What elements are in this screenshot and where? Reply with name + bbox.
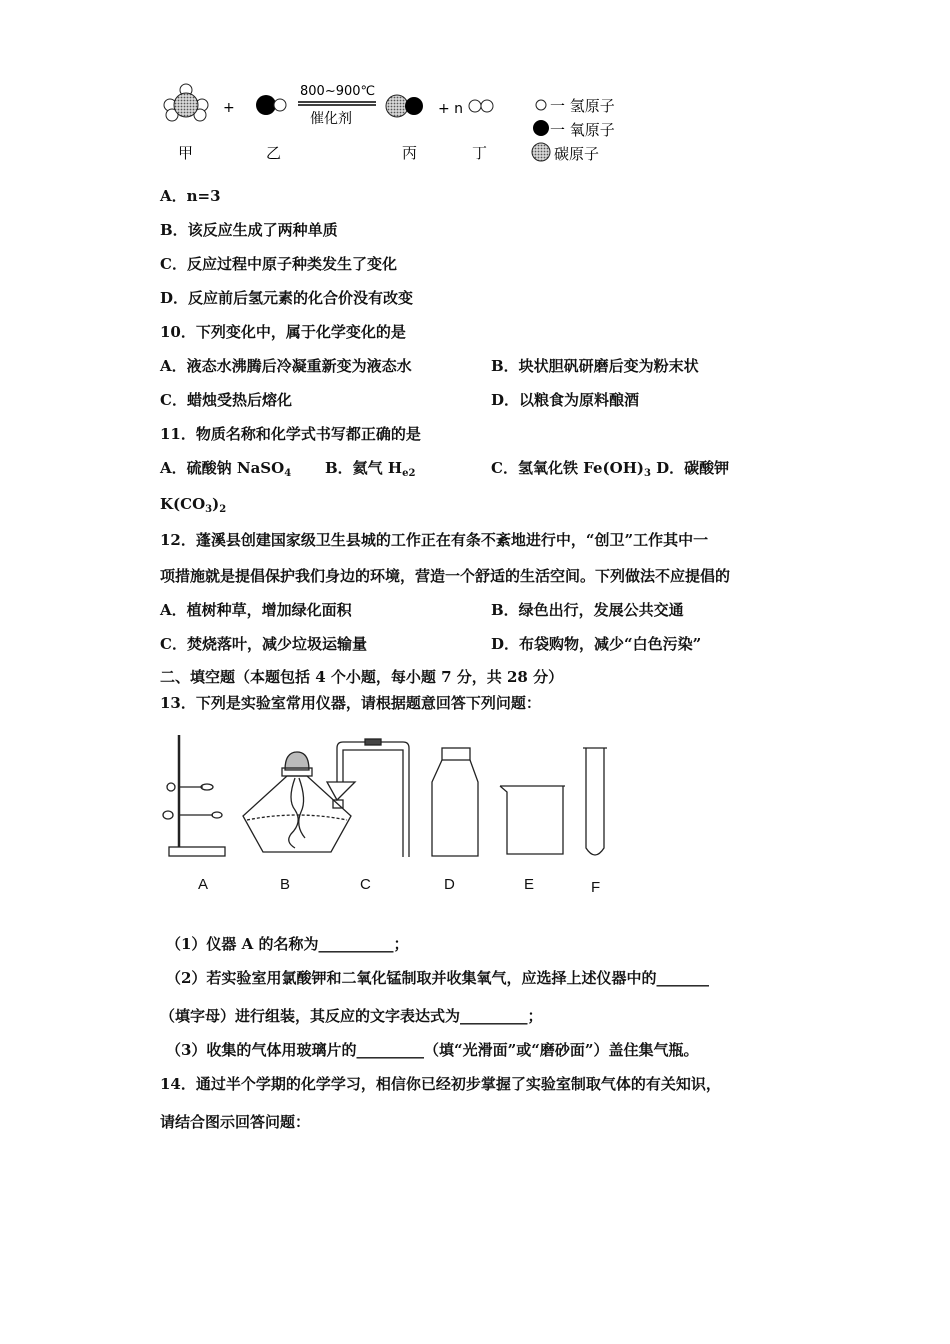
q12-stem-line1: 12．蓬溪县创建国家级卫生县城的工作正在有条不紊地进行中，“创卫”工作其中一 bbox=[160, 531, 709, 549]
legend-oxygen: 一 氧原子 bbox=[550, 121, 615, 139]
co-molecule bbox=[386, 95, 423, 117]
legend-hydrogen: 一 氢原子 bbox=[550, 97, 615, 115]
q10-option-b: B．块状胆矾研磨后变为粉末状 bbox=[491, 357, 699, 375]
q10-stem: 10．下列变化中，属于化学变化的是 bbox=[160, 323, 406, 341]
label-jia: 甲 bbox=[178, 144, 194, 162]
q13-part2-line2: （填字母）进行组装，其反应的文字表达式为_________； bbox=[160, 1007, 543, 1025]
apparatus-label-d: D bbox=[444, 876, 455, 893]
q9-option-b: B．该反应生成了两种单质 bbox=[160, 221, 338, 239]
apparatus-figure bbox=[155, 730, 625, 900]
apparatus-label-b: B bbox=[280, 876, 291, 893]
apparatus-label-c: C bbox=[360, 876, 371, 893]
q14-stem-line2: 请结合图示回答问题： bbox=[160, 1113, 311, 1131]
plus-sign: + bbox=[223, 100, 235, 116]
water-molecule bbox=[256, 95, 286, 115]
q12-option-b: B．绿色出行，发展公共交通 bbox=[491, 601, 684, 619]
legend-carbon: 碳原子 bbox=[554, 145, 600, 163]
label-bing: 丙 bbox=[402, 144, 418, 162]
q12-option-d: D．布袋购物，减少“白色污染” bbox=[491, 635, 702, 653]
apparatus-label-a: A bbox=[198, 876, 209, 893]
gas-bottle-icon bbox=[432, 748, 478, 856]
q13-part3: （3）收集的气体用玻璃片的_________（填“光滑面”或“磨砂面”）盖住集气瓶。 bbox=[166, 1041, 699, 1059]
q10-option-a: A．液态水沸腾后冷凝重新变为液态水 bbox=[160, 357, 412, 375]
q13-part2-line1: （2）若实验室用氯酸钾和二氧化锰制取并收集氧气，应选择上述仪器中的_______ bbox=[166, 969, 709, 987]
q11-option-b: B．氦气 $H_{e2}$ bbox=[325, 459, 416, 479]
beaker-icon bbox=[500, 786, 565, 854]
q10-option-c: C．蜡烛受热后熔化 bbox=[160, 391, 292, 409]
q9-option-a: A．n=3 bbox=[160, 187, 221, 205]
condition-catalyst: 催化剂 bbox=[310, 111, 352, 127]
label-ding: 丁 bbox=[472, 144, 488, 162]
reaction-diagram bbox=[150, 75, 650, 170]
q14-stem-line1: 14．通过半个学期的化学学习，相信你已经初步掌握了实验室制取气体的有关知识， bbox=[160, 1075, 721, 1093]
q11-option-a: A．硫酸钠 NaSO$_4$ bbox=[160, 459, 292, 479]
apparatus-label-e: E bbox=[524, 876, 535, 893]
plus-n: + n bbox=[438, 101, 464, 117]
q9-option-c: C．反应过程中原子种类发生了变化 bbox=[160, 255, 397, 273]
iron-stand-icon bbox=[163, 735, 225, 856]
conduit-tube-icon bbox=[327, 739, 409, 857]
condition-temperature: 800~900℃ bbox=[300, 84, 376, 99]
q11-option-c-d: C．氢氧化铁 $Fe(OH)_3$ D．碳酸钾 bbox=[491, 459, 730, 479]
q13-part1: （1）仪器 A 的名称为__________； bbox=[166, 935, 409, 953]
q9-option-d: D．反应前后氢元素的化合价没有改变 bbox=[160, 289, 414, 307]
q12-stem-line2: 项措施就是提倡保护我们身边的环境，营造一个舒适的生活空间。下列做法不应提倡的 bbox=[160, 567, 731, 585]
test-tube-icon bbox=[583, 748, 607, 855]
h2-molecule bbox=[469, 100, 493, 112]
q13-stem: 13．下列是实验室常用仪器，请根据题意回答下列问题： bbox=[160, 694, 541, 712]
q10-option-d: D．以粮食为原料酿酒 bbox=[491, 391, 640, 409]
q11-stem: 11．物质名称和化学式书写都正确的是 bbox=[160, 425, 421, 443]
methane-molecule bbox=[164, 84, 208, 121]
alcohol-lamp-icon bbox=[243, 752, 351, 852]
section-heading: 二、填空题（本题包括 4 个小题，每小题 7 分，共 28 分） bbox=[160, 668, 564, 686]
apparatus-label-f: F bbox=[591, 879, 601, 896]
q11-option-d-formula: $K(CO_3)_2$ bbox=[160, 495, 227, 515]
q12-option-a: A．植树种草，增加绿化面积 bbox=[160, 601, 352, 619]
q12-option-c: C．焚烧落叶，减少垃圾运输量 bbox=[160, 635, 367, 653]
label-yi: 乙 bbox=[266, 144, 282, 162]
legend bbox=[532, 97, 615, 163]
